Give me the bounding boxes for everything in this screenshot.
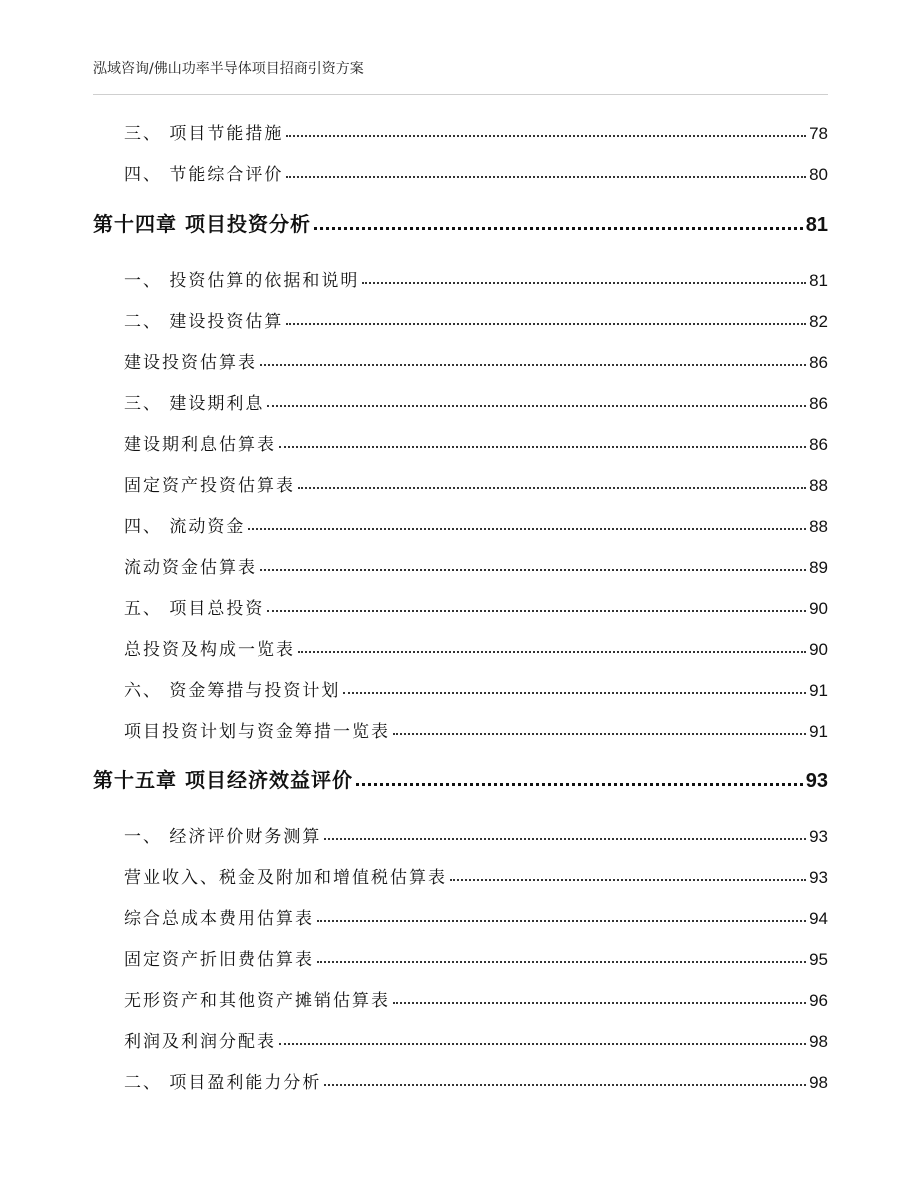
toc-entry[interactable] (124, 940, 828, 970)
toc-entry-text: 一、 经济评价财务测算 (124, 827, 322, 847)
leader-dots (356, 783, 803, 786)
toc-entry[interactable] (124, 425, 828, 455)
toc-entry[interactable] (124, 261, 828, 291)
toc-entry[interactable] (124, 384, 828, 414)
toc-entry-text: 五、 项目总投资 (124, 599, 265, 619)
toc-page-number: 82 (809, 312, 828, 331)
toc-entry[interactable] (124, 589, 828, 619)
toc-entry-text: 一、 投资估算的依据和说明 (124, 271, 360, 291)
toc-page-number: 98 (809, 1032, 828, 1051)
leader-dots (260, 569, 806, 571)
leader-dots (317, 920, 806, 922)
toc-chapter-entry[interactable] (93, 207, 828, 237)
leader-dots (317, 961, 806, 963)
toc-entry-text: 项目投资计划与资金筹措一览表 (124, 722, 390, 742)
toc-page-number: 90 (809, 599, 828, 618)
leader-dots (450, 879, 806, 881)
page-header (93, 58, 828, 95)
toc-entry-text: 二、 建设投资估算 (124, 312, 284, 332)
toc-entry-text: 固定资产投资估算表 (124, 476, 295, 496)
toc-entry-text: 三、 项目节能措施 (124, 124, 284, 144)
leader-dots (298, 487, 806, 489)
toc-entry[interactable] (124, 302, 828, 332)
toc-page-number: 91 (809, 681, 828, 700)
toc-entry[interactable] (124, 1022, 828, 1052)
toc-entry-text: 建设期利息估算表 (124, 435, 276, 455)
leader-dots (324, 1084, 806, 1086)
leader-dots (362, 282, 806, 284)
toc-page-number: 80 (809, 165, 828, 184)
toc-entry[interactable] (124, 817, 828, 847)
toc-entry[interactable] (124, 466, 828, 496)
toc-page-number: 98 (809, 1073, 828, 1092)
leader-dots (286, 176, 806, 178)
toc-entry[interactable] (124, 155, 828, 185)
leader-dots (286, 323, 806, 325)
toc-page-number: 90 (809, 640, 828, 659)
toc-page-number: 81 (809, 271, 828, 290)
leader-dots (324, 838, 806, 840)
toc-entry-text: 二、 项目盈利能力分析 (124, 1073, 322, 1093)
toc-entry[interactable] (124, 981, 828, 1011)
toc-entry-text: 四、 流动资金 (124, 517, 246, 537)
toc-entry-text: 营业收入、税金及附加和增值税估算表 (124, 868, 447, 888)
toc-page-number: 93 (809, 827, 828, 846)
toc-entry-text: 三、 建设期利息 (124, 394, 265, 414)
toc-page-number: 86 (809, 353, 828, 372)
toc-chapter-title: 第十四章 项目投资分析 (93, 212, 311, 236)
toc-entry[interactable] (124, 858, 828, 888)
leader-dots (267, 405, 806, 407)
toc-page-number: 91 (809, 722, 828, 741)
leader-dots (314, 227, 803, 230)
toc-page-number: 81 (805, 214, 828, 236)
leader-dots (279, 1043, 806, 1045)
leader-dots (267, 610, 806, 612)
toc-entry-text: 无形资产和其他资产摊销估算表 (124, 991, 390, 1011)
leader-dots (279, 446, 806, 448)
toc-page-number: 88 (809, 517, 828, 536)
leader-dots (298, 651, 806, 653)
toc-entry-text: 利润及利润分配表 (124, 1032, 276, 1052)
leader-dots (260, 364, 806, 366)
toc-entry[interactable] (124, 1063, 828, 1093)
toc-entry[interactable] (124, 114, 828, 144)
toc-entry[interactable] (124, 671, 828, 701)
toc-entry[interactable] (124, 630, 828, 660)
toc-page-number: 96 (809, 991, 828, 1010)
toc-chapter-entry[interactable] (93, 763, 828, 793)
toc-page-number: 86 (809, 394, 828, 413)
toc-page-number: 93 (805, 770, 828, 792)
toc-page-number: 88 (809, 476, 828, 495)
toc-entry[interactable] (124, 343, 828, 373)
toc-page-number: 89 (809, 558, 828, 577)
leader-dots (343, 692, 806, 694)
toc-entry[interactable] (124, 712, 828, 742)
toc-chapter-title: 第十五章 项目经济效益评价 (93, 768, 353, 792)
header-title: 泓域咨询/佛山功率半导体项目招商引资方案 (93, 61, 364, 77)
toc-page-number: 94 (809, 909, 828, 928)
leader-dots (393, 733, 806, 735)
toc-entry[interactable] (124, 548, 828, 578)
toc-page-number: 78 (809, 124, 828, 143)
toc-entry-text: 四、 节能综合评价 (124, 165, 284, 185)
toc-entry-text: 六、 资金筹措与投资计划 (124, 681, 341, 701)
toc-page-number: 95 (809, 950, 828, 969)
toc-entry-text: 总投资及构成一览表 (124, 640, 295, 660)
toc-entry[interactable] (124, 899, 828, 929)
toc-entry-text: 综合总成本费用估算表 (124, 909, 314, 929)
toc-entry-text: 固定资产折旧费估算表 (124, 950, 314, 970)
toc-entry-text: 流动资金估算表 (124, 558, 257, 578)
toc-page-number: 86 (809, 435, 828, 454)
toc-entry-text: 建设投资估算表 (124, 353, 257, 373)
leader-dots (248, 528, 806, 530)
toc-entry[interactable] (124, 507, 828, 537)
leader-dots (393, 1002, 806, 1004)
toc-page-number: 93 (809, 868, 828, 887)
leader-dots (286, 135, 806, 137)
